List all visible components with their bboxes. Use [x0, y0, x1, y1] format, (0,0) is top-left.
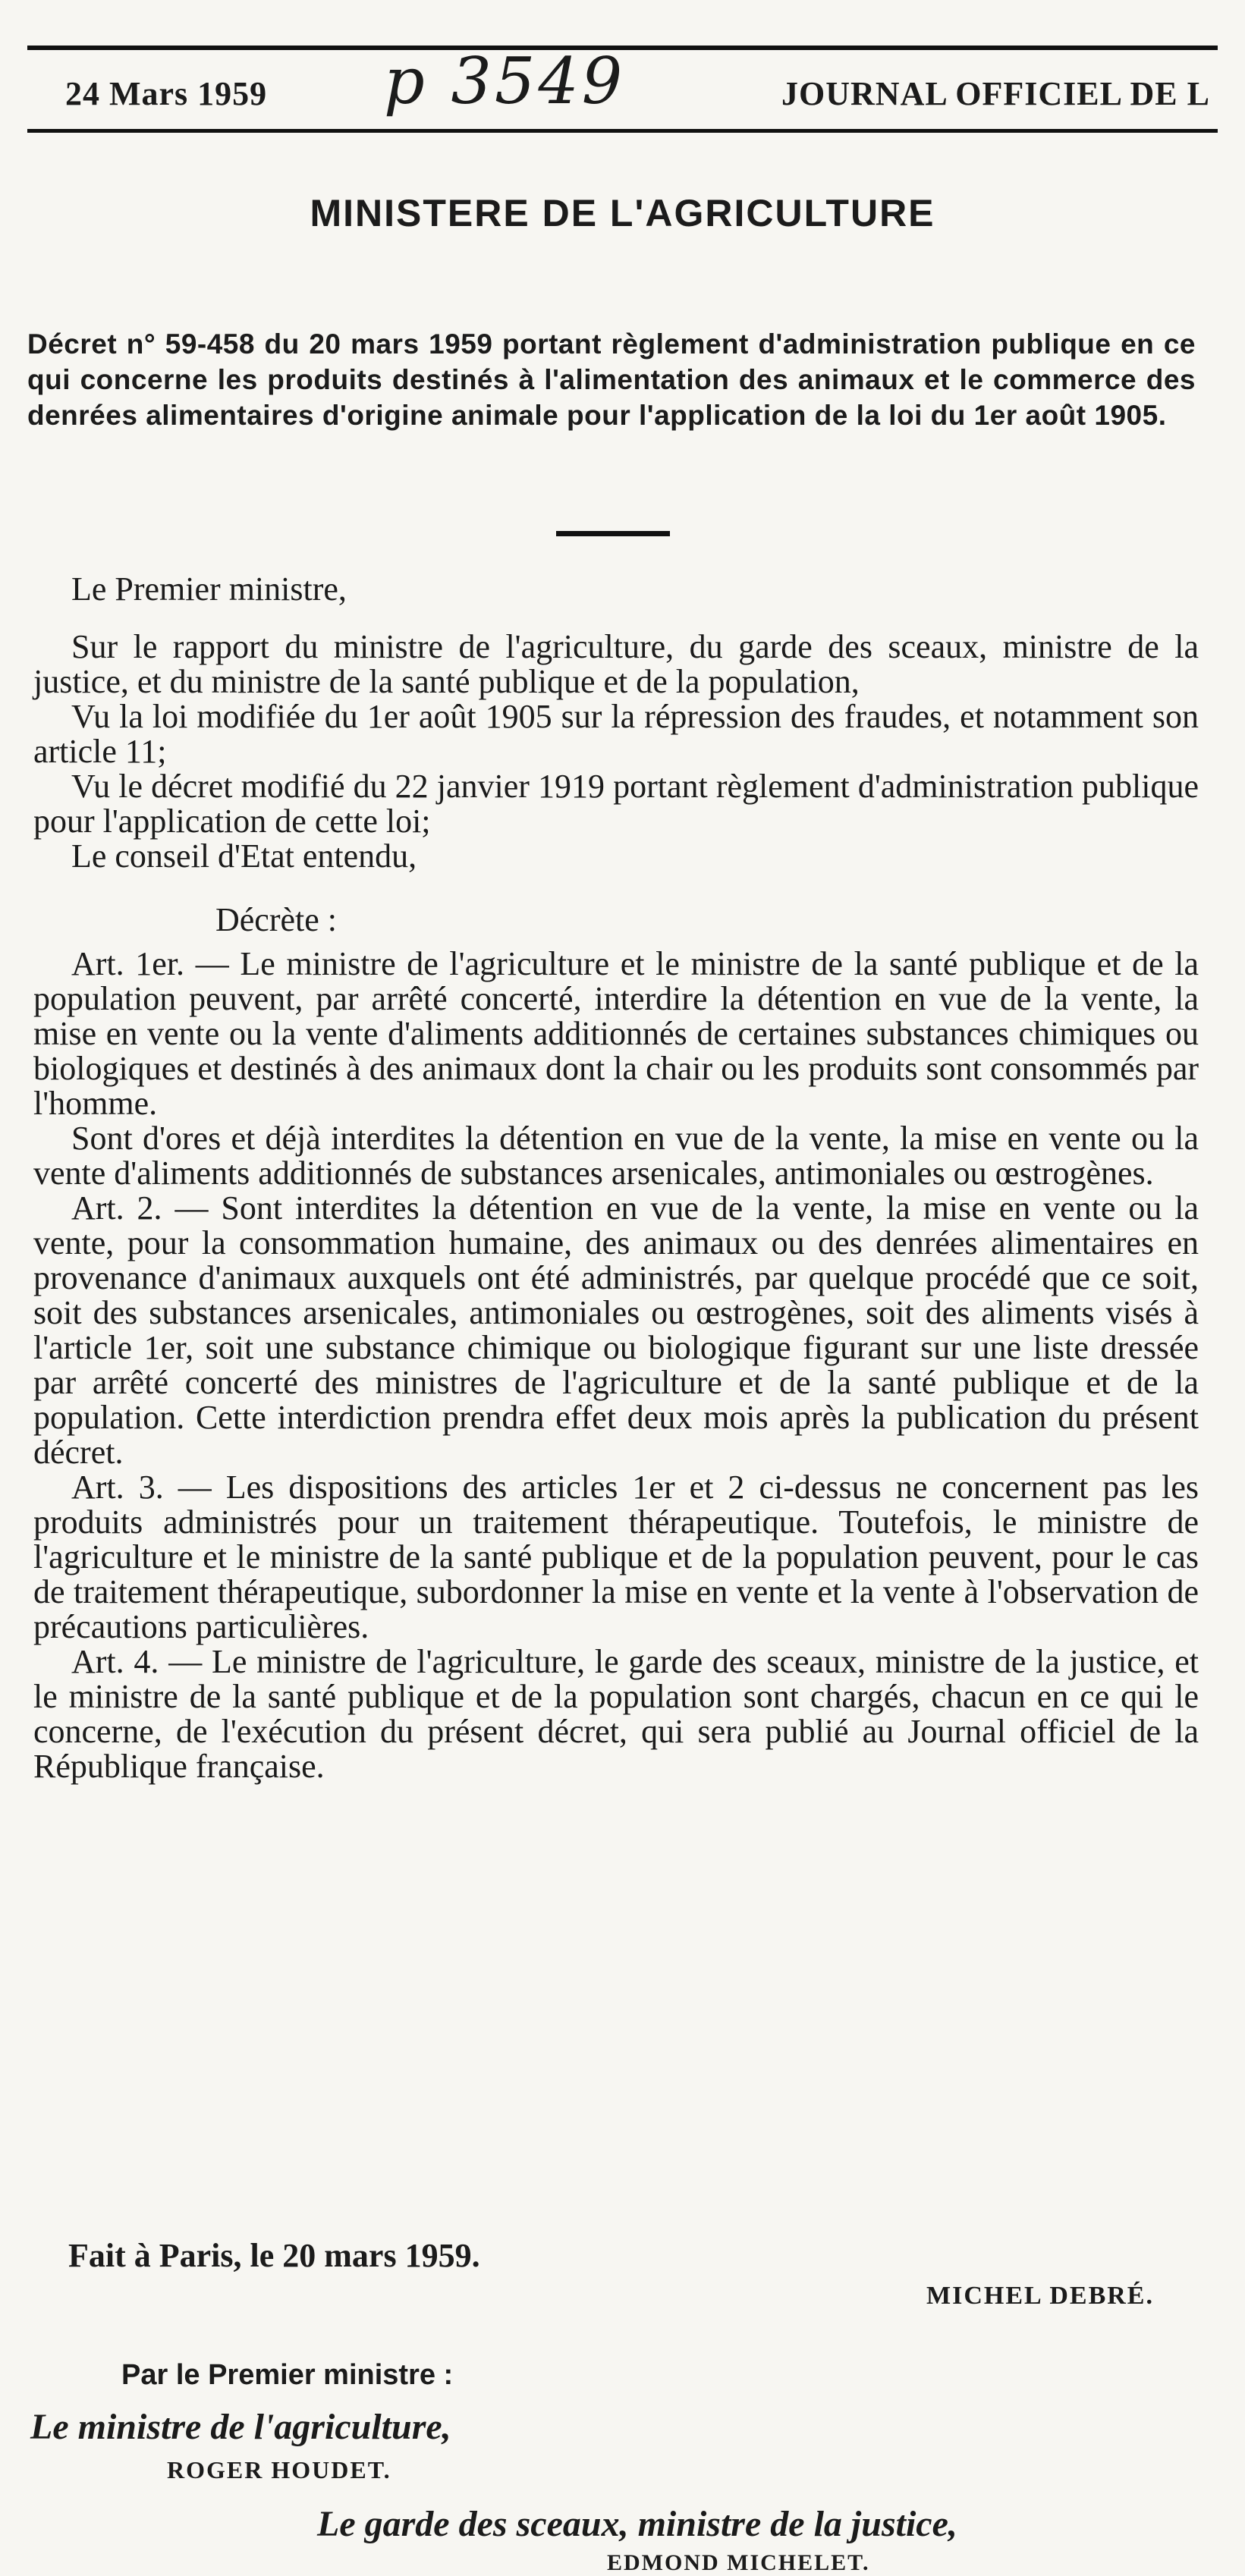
decrete-heading: Décrète : — [215, 901, 337, 938]
countersign-intro: Par le Premier ministre : — [121, 2359, 454, 2391]
place-date-line: Fait à Paris, le 20 mars 1959. — [68, 2237, 480, 2274]
page-header — [27, 44, 1218, 129]
header-bottom-rule — [27, 129, 1218, 133]
ministry-heading: MINISTERE DE L'AGRICULTURE — [310, 192, 935, 234]
article-1-continued: Sont d'ores et déjà interdites la détention en vue de la vente, la mise en vente ou la vente d'aliments additionnés de substances arsenicales, antimoniales ou œstrogènes. — [33, 1120, 1199, 1192]
paragraph-preamble: Le Premier ministre, — [71, 570, 347, 608]
paragraph-vu-loi: Vu la loi modifiée du 1er août 1905 sur la répression des fraudes, et notamment son article 11; — [33, 698, 1199, 770]
paragraph-rapport: Sur le rapport du ministre de l'agriculture, du garde des sceaux, ministre de la justice, et du ministre de la santé publique et de la population, — [33, 628, 1199, 700]
journal-title: JOURNAL OFFICIEL DE L — [781, 75, 1210, 112]
paragraph-conseil: Le conseil d'Etat entendu, — [71, 837, 417, 875]
decree-title: Décret n° 59-458 du 20 mars 1959 portant règlement d'administration publique en ce qui concerne les produits destinés à l'alimentation des animaux et le commerce des denrées alimentaires d'origine animale pour l'application de la loi du 1er août 1905. — [27, 328, 1196, 431]
prime-minister-signature: MICHEL DEBRÉ. — [926, 2282, 1154, 2310]
minister-justice-title: Le garde des sceaux, ministre de la justice, — [317, 2504, 957, 2544]
minister-agriculture-name: ROGER HOUDET. — [167, 2456, 391, 2483]
article-4: Art. 4. — Le ministre de l'agriculture, le garde des sceaux, ministre de la justice, et le ministre de la santé publique et de la population sont chargés, chacun en ce qui le concerne, de l'exécution du présent décret, qui sera publié au Journal officiel de la République française. — [33, 1643, 1199, 1785]
minister-agriculture-title: Le ministre de l'agriculture, — [30, 2407, 451, 2447]
decree-body — [33, 572, 1199, 1784]
separator-bar — [556, 531, 670, 536]
article-2: Art. 2. — Sont interdites la détention en vue de la vente, la mise en vente ou la vente, pour la consommation humaine, des animaux ou des denrées alimentaires en provenance d'animaux auxquels ont été administrés, par quelque procédé que ce soit, soit des substances arsenicales, antimoniales ou œstrogènes, soit des aliments visés à l'article 1er, soit une substance chimique ou biologique figurant sur une liste dressée par arrêté concerté des ministres de l'agriculture et de la santé publique et de la population. Cette interdiction prendra effet deux mois après la publication du présent décret. — [33, 1189, 1199, 1471]
header-date: 24 Mars 1959 — [65, 75, 268, 112]
minister-justice-name: EDMOND MICHELET. — [607, 2550, 870, 2575]
handwritten-note: p 3549 — [384, 44, 626, 118]
article-1: Art. 1er. — Le ministre de l'agriculture et le ministre de la santé publique et de la population peuvent, par arrêté concerté, interdire la détention en vue de la vente, la mise en vente ou la vente d'aliments additionnés de certaines substances chimiques ou biologiques et destinés à des animaux dont la chair ou les produits sont consommés par l'homme. — [33, 945, 1199, 1122]
article-3: Art. 3. — Les dispositions des articles 1er et 2 ci-dessus ne concernent pas les produits administrés pour un traitement thérapeutique. Toutefois, le ministre de l'agriculture et le ministre de la santé publique et de la population peuvent, pour le cas de traitement thérapeutique, subordonner la mise en vente et la vente à l'observation de précautions particulières. — [33, 1469, 1199, 1645]
paragraph-vu-decret: Vu le décret modifié du 22 janvier 1919 portant règlement d'administration publique pour l'application de cette loi; — [33, 768, 1199, 840]
